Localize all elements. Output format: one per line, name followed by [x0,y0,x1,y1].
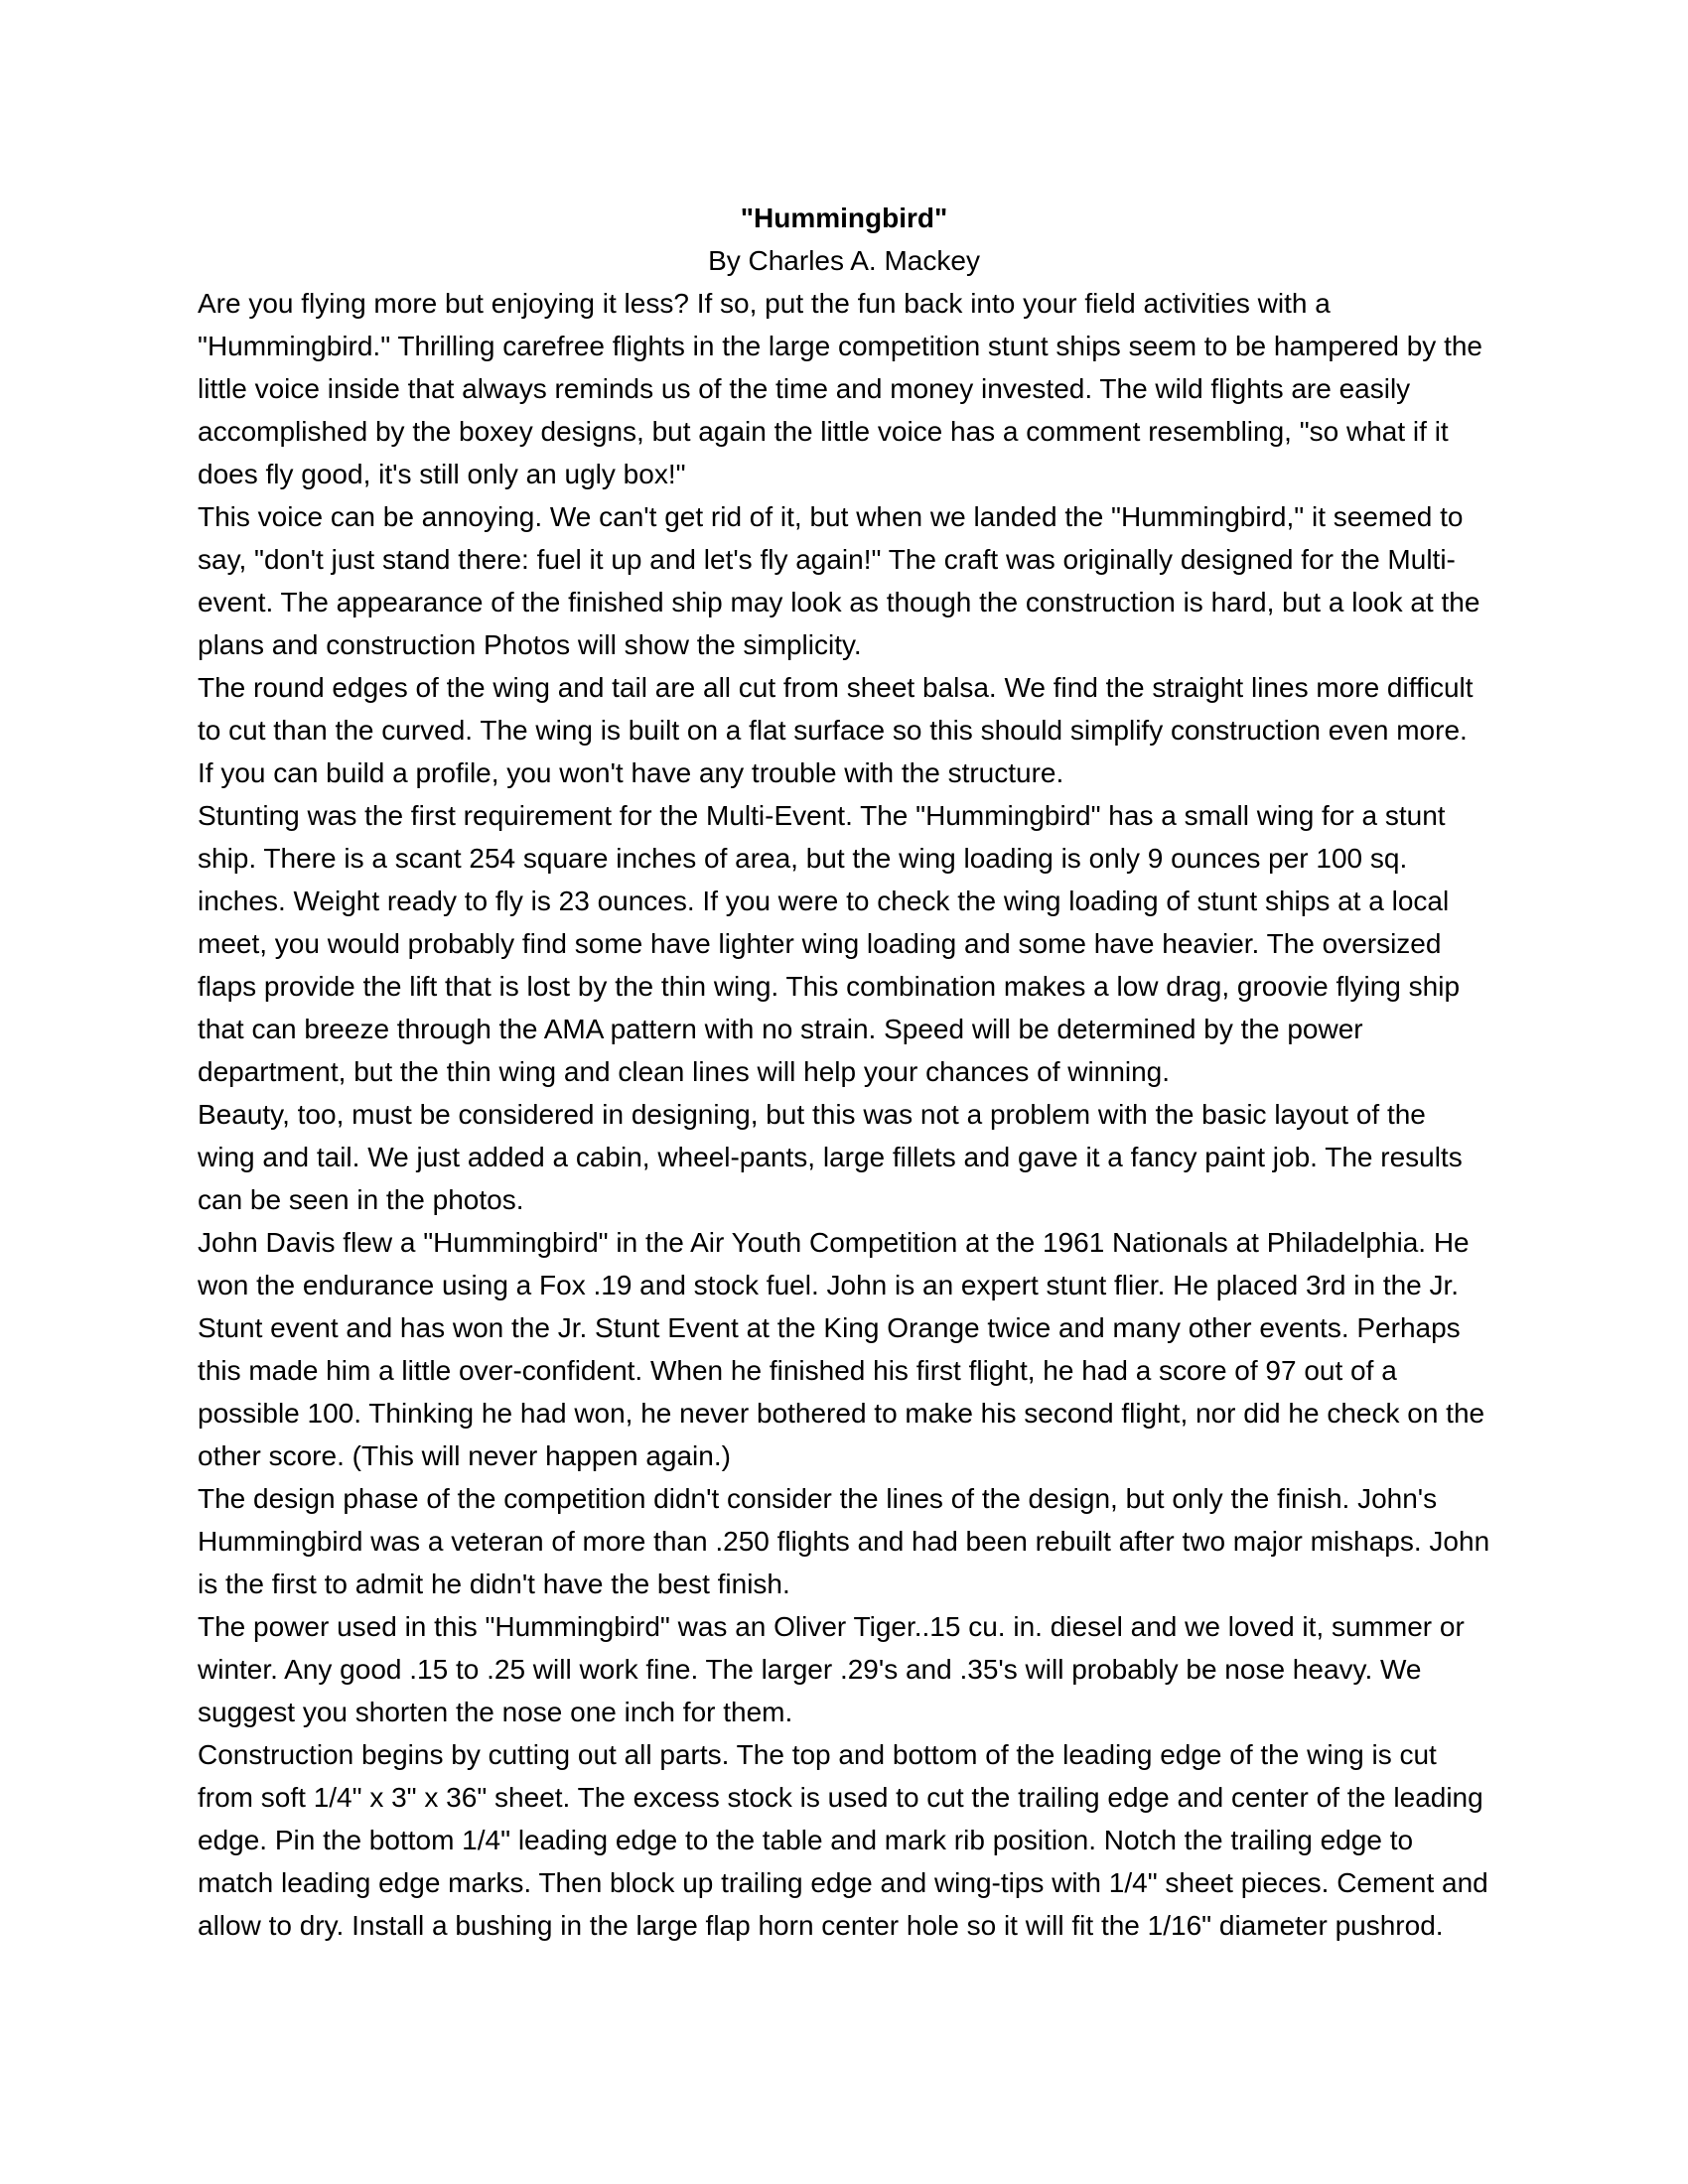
paragraph: Stunting was the first requirement for the Multi-Event. The "Hummingbird" has a small wing for a stunt ship. There is a scant 254 square inches of area, but the wing loading is only 9 ounces per 100 sq. inches. Weight ready to fly is 23 ounces. If you were to check the wing loading of stunt ships at a local meet, you would probably find some have lighter wing loading and some have heavier. The oversized flaps provide the lift that is lost by the thin wing. This combination makes a low drag, groovie flying ship that can breeze through the AMA pattern with no strain. Speed will be determined by the power department, but the thin wing and clean lines will help your chances of winning. [198,800,1461,1087]
paragraph: Are you flying more but enjoying it less? If so, put the fun back into your field activities with a "Hummingbird." Thrilling carefree flights in the large competition stunt ships seem to be hampered by the little voice inside that always reminds us of the time and money invested. The wild flights are easily accomplished by the boxey designs, but again the little voice has a comment resembling, "so what if it does fly good, it's still only an ugly box!" [198,288,1483,489]
paragraph: Construction begins by cutting out all parts. The top and bottom of the leading edge of the wing is cut from soft 1/4" x 3" x 36" sheet. The excess stock is used to cut the trailing edge and center of the leading edge. Pin the bottom 1/4" leading edge to the table and mark rib position. Notch the trailing edge to match leading edge marks. Then block up trailing edge and wing-tips with 1/4" sheet pieces. Cement and allow to dry. Install a bushing in the large flap horn center hole so it will fit the 1/16" diameter pushrod. [198,1739,1488,1941]
paragraph: John Davis flew a "Hummingbird" in the Air Youth Competition at the 1961 Nationals at Philadelphia. He won the endurance using a Fox .19 and stock fuel. John is an expert stunt flier. He placed 3rd in the Jr. Stunt event and has won the Jr. Stunt Event at the King Orange twice and many other events. Perhaps this made him a little over-confident. When he finished his first flight, he had a score of 97 out of a possible 100. Thinking he had won, he never bothered to make his second flight, nor did he check on the other score. (This will never happen again.) [198,1227,1485,1471]
article [198,197,1490,1947]
paragraph: Beauty, too, must be considered in designing, but this was not a problem with the basic layout of the wing and tail. We just added a cabin, wheel-pants, large fillets and gave it a fancy paint job. The results can be seen in the photos. [198,1099,1463,1215]
paragraph: This voice can be annoying. We can't get rid of it, but when we landed the "Hummingbird," it seemed to say, "don't just stand there: fuel it up and let's fly again!" The craft was originally designed for the Multi-event. The appearance of the finished ship may look as though the construction is hard, but a look at the plans and construction Photos will show the simplicity. [198,501,1480,660]
article-title: "Hummingbird" [740,203,948,233]
paragraph: The round edges of the wing and tail are all cut from sheet balsa. We find the straight lines more difficult to cut than the curved. The wing is built on a flat surface so this should simplify construction even more. If you can build a profile, you won't have any trouble with the structure. [198,672,1474,788]
paragraph: The design phase of the competition didn't consider the lines of the design, but only the finish. John's Hummingbird was a veteran of more than .250 flights and had been rebuilt after two major mishaps. John is the first to admit he didn't have the best finish. [198,1483,1490,1599]
article-byline: By Charles A. Mackey [708,245,980,276]
paragraph: The power used in this "Hummingbird" was an Oliver Tiger..15 cu. in. diesel and we loved it, summer or winter. Any good .15 to .25 will work fine. The larger .29's and .35's will probably be nose heavy. We suggest you shorten the nose one inch for them. [198,1611,1465,1727]
